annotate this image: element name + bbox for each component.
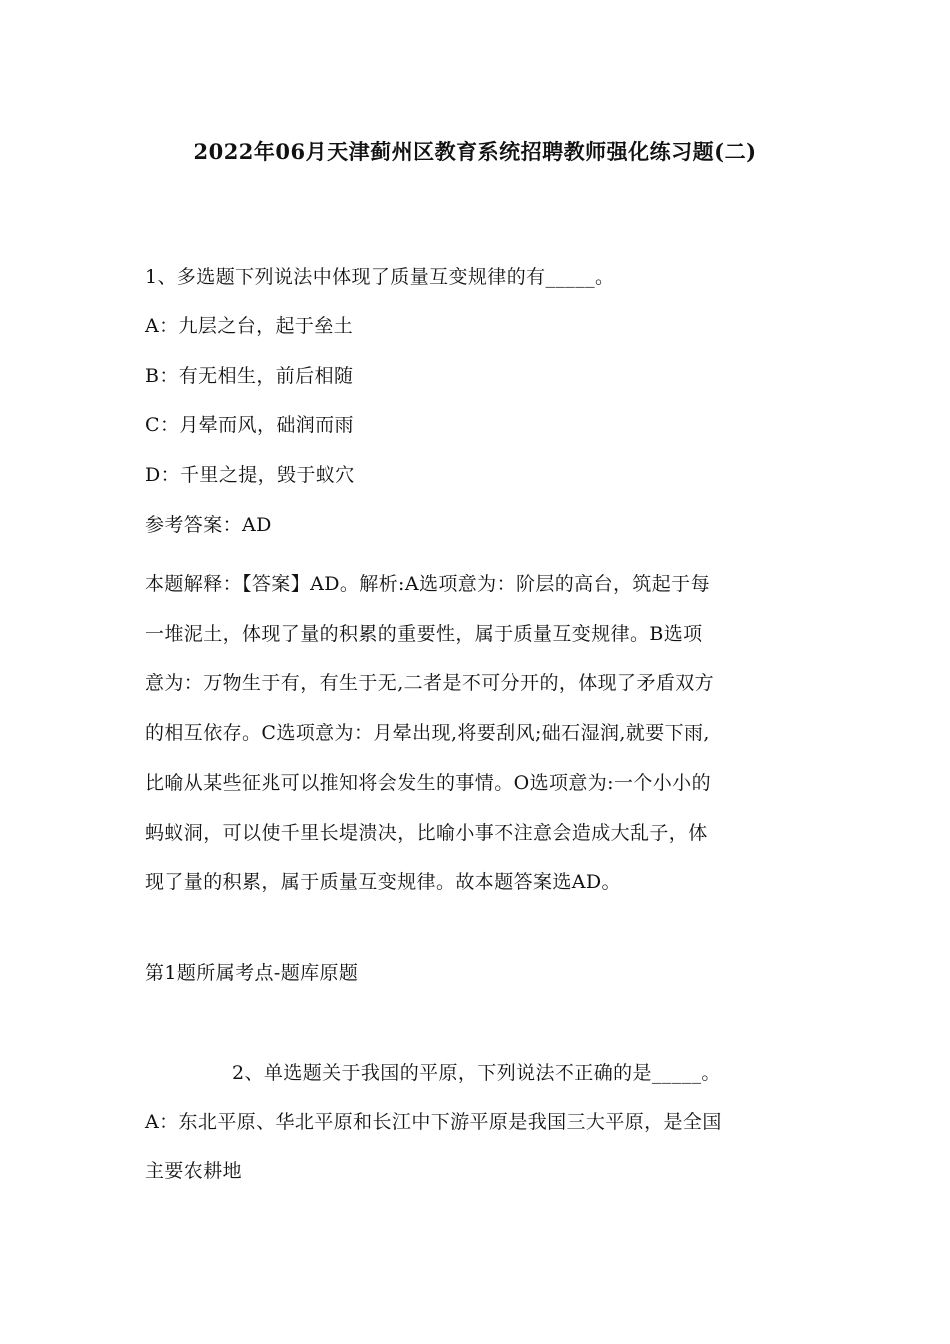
- question-1-option-a: A：九层之台，起于垒土: [145, 315, 354, 337]
- question-1-point: 第1题所属考点-题库原题: [145, 962, 359, 984]
- question-2-option-a-line: A：东北平原、华北平原和长江中下游平原是我国三大平原，是全国: [145, 1111, 722, 1133]
- explanation-line: 本题解释：【答案】AD。解析:A选项意为：阶层的高台，筑起于每: [145, 573, 710, 595]
- explanation-line: 蚂蚁洞，可以使千里长堤溃决，比喻小事不注意会造成大乱子，体: [145, 821, 708, 844]
- explanation-line: 一堆泥土，体现了量的积累的重要性，属于质量互变规律。B选项: [145, 622, 703, 645]
- explanation-line: 的相互依存。C选项意为：月晕出现,将要刮风;础石湿润,就要下雨,: [145, 722, 710, 745]
- question-1-explanation: [145, 560, 825, 908]
- question-1-stem: 1、多选题下列说法中体现了质量互变规律的有_____。: [145, 266, 615, 288]
- question-1-option-b: B：有无相生，前后相随: [145, 365, 354, 387]
- question-2-option-a-line: 主要农耕地: [145, 1160, 243, 1182]
- explanation-line: 比喻从某些征兆可以推知将会发生的事情。O选项意为:一个小小的: [145, 771, 711, 794]
- explanation-line: 现了量的积累，属于质量互变规律。故本题答案选AD。: [145, 871, 621, 894]
- question-1-answer: 参考答案：AD: [145, 514, 272, 536]
- question-2-stem: 2、单选题关于我国的平原，下列说法不正确的是_____。: [232, 1062, 721, 1084]
- question-1-option-c: C：月晕而风，础润而雨: [145, 414, 354, 436]
- explanation-line: 意为：万物生于有，有生于无,二者是不可分开的，体现了矛盾双方: [145, 672, 715, 695]
- document-title: 2022年06月天津蓟州区教育系统招聘教师强化练习题(二): [193, 139, 757, 164]
- question-1-option-d: D：千里之提，毁于蚁穴: [145, 464, 355, 486]
